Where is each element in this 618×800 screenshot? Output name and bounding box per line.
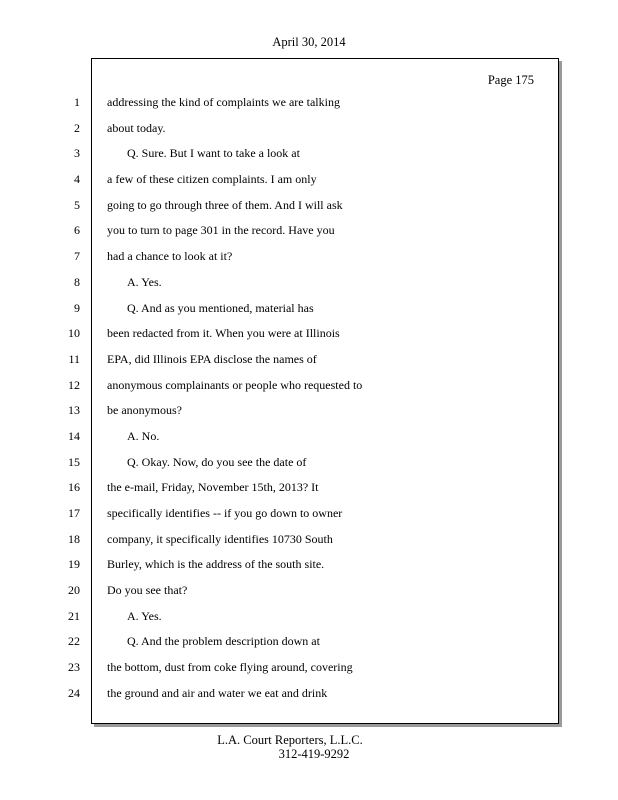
line-number: 13 [68,403,80,418]
line-number: 16 [68,480,80,495]
line-number: 4 [74,172,80,187]
line-number: 6 [74,223,80,238]
transcript-line [0,655,618,681]
line-text: Q. And as you mentioned, material has [127,300,314,315]
transcript-line [0,424,618,450]
line-number: 7 [74,249,80,264]
transcript-line [0,347,618,373]
line-number: 9 [74,300,80,315]
line-text: the ground and air and water we eat and drink [107,685,328,700]
line-number: 23 [68,660,80,675]
line-text: company, it specifically identifies 10730 South [107,531,333,546]
line-number: 2 [74,120,80,135]
footer-company-name: L.A. Court Reporters, L.L.C. [217,733,363,747]
transcript-line [0,373,618,399]
line-text: Burley, which is the address of the south site. [107,557,325,572]
transcript-line [0,475,618,501]
transcript-line [0,193,618,219]
line-text: anonymous complainants or people who requested to [107,377,363,392]
line-text: a few of these citizen complaints. I am only [107,172,317,187]
transcript-line [0,681,618,707]
line-text: Do you see that? [107,583,188,598]
footer-phone-number: 312-419-9292 [278,747,350,761]
transcript-lines [0,90,618,707]
transcript-line [0,527,618,553]
line-number: 8 [74,274,80,289]
line-number: 5 [74,197,80,212]
line-number: 11 [68,351,80,366]
transcript-line [0,629,618,655]
line-number: 20 [68,583,80,598]
line-number: 18 [68,531,80,546]
transcript-line [0,450,618,476]
line-number: 15 [68,454,80,469]
line-text: had a chance to look at it? [107,249,233,264]
line-number: 3 [74,146,80,161]
transcript-line [0,141,618,167]
line-number: 17 [68,506,80,520]
transcript-line [0,218,618,244]
transcript-line [0,270,618,296]
transcript-line [0,552,618,578]
line-text: specifically identifies -- if you go down to owner [107,506,343,520]
line-text: the e-mail, Friday, November 15th, 2013? It [107,480,319,495]
transcript-line [0,321,618,347]
line-text: A. No. [127,428,160,443]
line-number: 14 [68,428,80,443]
line-text: the bottom, dust from coke flying around, covering [107,660,353,675]
transcript-line [0,116,618,142]
line-number: 10 [68,326,80,341]
line-text: Q. And the problem description down at [127,634,320,649]
line-number: 21 [68,608,80,623]
line-text: A. Yes. [127,274,162,289]
line-text: Q. Sure. But I want to take a look at [127,146,300,161]
line-number: 19 [68,557,80,572]
transcript-line [0,296,618,322]
transcript-line [0,501,618,527]
line-number: 22 [68,634,80,649]
transcript-line [0,244,618,270]
line-text: EPA, did Illinois EPA disclose the names of [107,351,317,366]
line-text: Q. Okay. Now, do you see the date of [127,454,307,469]
line-text: been redacted from it. When you were at Illinois [107,326,340,341]
transcript-line [0,398,618,424]
transcript-line [0,167,618,193]
line-text: about today. [107,120,166,135]
transcript-line [0,578,618,604]
transcript-line [0,90,618,116]
transcript-line [0,604,618,630]
line-text: A. Yes. [127,608,162,623]
line-text: you to turn to page 301 in the record. Have you [107,223,335,238]
line-number: 12 [68,377,80,392]
transcript-date: April 30, 2014 [272,35,346,49]
line-number: 24 [68,685,80,700]
line-text: going to go through three of them. And I will ask [107,197,343,212]
line-number: 1 [74,95,80,109]
line-text: addressing the kind of complaints we are talking [107,95,340,109]
line-text: be anonymous? [107,403,182,418]
page-number: Page 175 [487,73,534,87]
